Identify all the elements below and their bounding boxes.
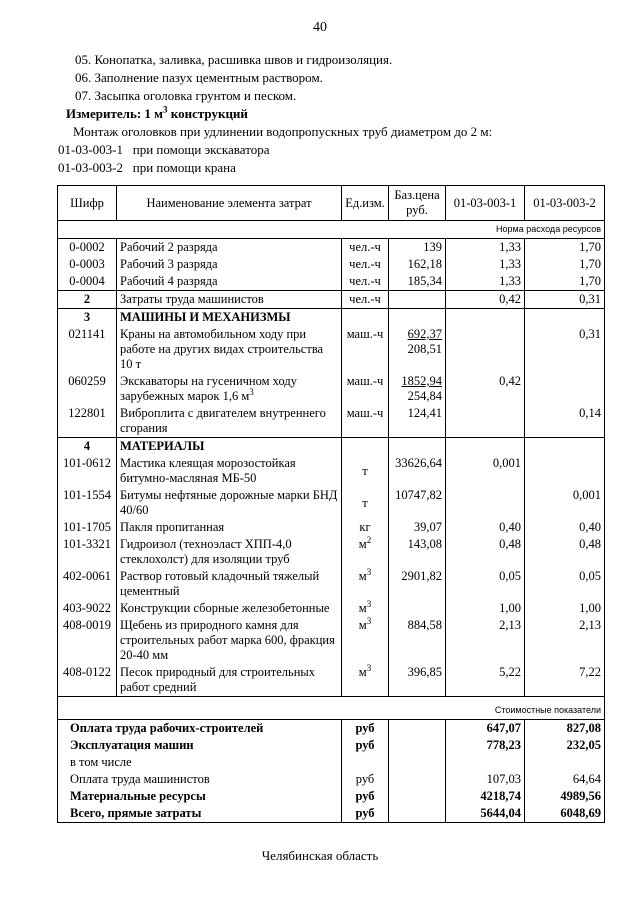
- table-row: 408-0019 Щебень из природного камня для строительных работ марка 600, фракция 20-40 мм $м^3$ 884,58 2,13 2,13: [58, 617, 605, 664]
- table-row: 060259 Экскаваторы на гусеничном ходу зарубежных марок 1,6 $м^3$ маш.-ч 1852,94 254,84 0,42: [58, 373, 605, 405]
- measure-unit: Измеритель: 1 $м^3$ конструкций: [66, 104, 248, 121]
- header-col2: 01-03-003-2: [525, 186, 605, 221]
- section-header-materials: 4 МАТЕРИАЛЫ: [58, 438, 605, 456]
- machinist-row: 2 Затраты труда машинистов чел.-ч 0,42 0,31: [58, 291, 605, 309]
- table-row: 101-1554 Битумы нефтяные дорожные марки БНД 40/60 т 10747,82 0,001: [58, 487, 605, 519]
- summary-row: Эксплуатация машин руб 778,23 232,05: [58, 737, 605, 754]
- table-row: 0-0003 Рабочий 3 разряда чел.-ч 162,18 1,33 1,70: [58, 256, 605, 273]
- table-row: 021141 Краны на автомобильном ходу при работе на других видах строительства 10 т маш.-ч 692,37 208,51 0,31: [58, 326, 605, 373]
- header-unit: Ед.изм.: [342, 186, 389, 221]
- header-price: Баз.цена руб.: [389, 186, 446, 221]
- header-name: Наименование элемента затрат: [117, 186, 342, 221]
- table-row: 408-0122 Песок природный для строительных работ средний $м^3$ 396,85 5,22 7,22: [58, 664, 605, 697]
- header-code: Шифр: [58, 186, 117, 221]
- section-description: Монтаж оголовков при удлинении водопропускных труб диаметром до 2 м:: [73, 124, 493, 139]
- cost-label: Стоимостные показатели: [58, 697, 605, 720]
- summary-row: в том числе: [58, 754, 605, 771]
- table-header: [58, 186, 605, 221]
- table-row: 0-0002 Рабочий 2 разряда чел.-ч 139 1,33 1,70: [58, 239, 605, 257]
- resource-table: [57, 185, 605, 823]
- table-row: 403-9022 Конструкции сборные железобетонные $м^3$ 1,00 1,00: [58, 600, 605, 617]
- table-row: 101-3321 Гидроизол (техноэласт ХПП-4,0 стеклохолст) для изоляции труб $м^2$ 143,08 0,48 0,48: [58, 536, 605, 568]
- summary-row: Оплата труда рабочих-строителей руб 647,07 827,08: [58, 720, 605, 738]
- section-header-machines: 3 МАШИНЫ И МЕХАНИЗМЫ: [58, 309, 605, 327]
- footer-region: Челябинская область: [261, 848, 379, 863]
- table-row: 402-0061 Раствор готовый кладочный тяжелый цементный $м^3$ 2901,82 0,05 0,05: [58, 568, 605, 600]
- table-row: 122801 Виброплита с двигателем внутреннего сгорания маш.-ч 124,41 0,14: [58, 405, 605, 438]
- table-row: 101-1705 Пакля пропитанная кг 39,07 0,40 0,40: [58, 519, 605, 536]
- step-line: 06. Заполнение пазух цементным раствором.: [75, 70, 323, 85]
- summary-row: Оплата труда машинистов руб 107,03 64,64: [58, 771, 605, 788]
- page-number: 40: [313, 20, 327, 35]
- step-line: 07. Засыпка оголовка грунтом и песком.: [75, 88, 297, 103]
- header-col1: 01-03-003-1: [446, 186, 525, 221]
- table-row: 101-0612 Мастика клеящая морозостойкая битумно-масляная МБ-50 т 33626,64 0,001: [58, 455, 605, 487]
- norm-label-row: [58, 221, 605, 239]
- summary-row: Всего, прямые затраты руб 5644,04 6048,69: [58, 805, 605, 823]
- code-line: 01-03-003-1 при помощи экскаватора: [58, 142, 270, 157]
- table-row: 0-0004 Рабочий 4 разряда чел.-ч 185,34 1,33 1,70: [58, 273, 605, 291]
- code-line: 01-03-003-2 при помощи крана: [58, 160, 236, 175]
- norm-label: Норма расхода ресурсов: [58, 221, 605, 239]
- summary-row: Материальные ресурсы руб 4218,74 4989,56: [58, 788, 605, 805]
- cost-label-row: [58, 697, 605, 720]
- step-line: 05. Конопатка, заливка, расшивка швов и гидроизоляция.: [75, 52, 393, 67]
